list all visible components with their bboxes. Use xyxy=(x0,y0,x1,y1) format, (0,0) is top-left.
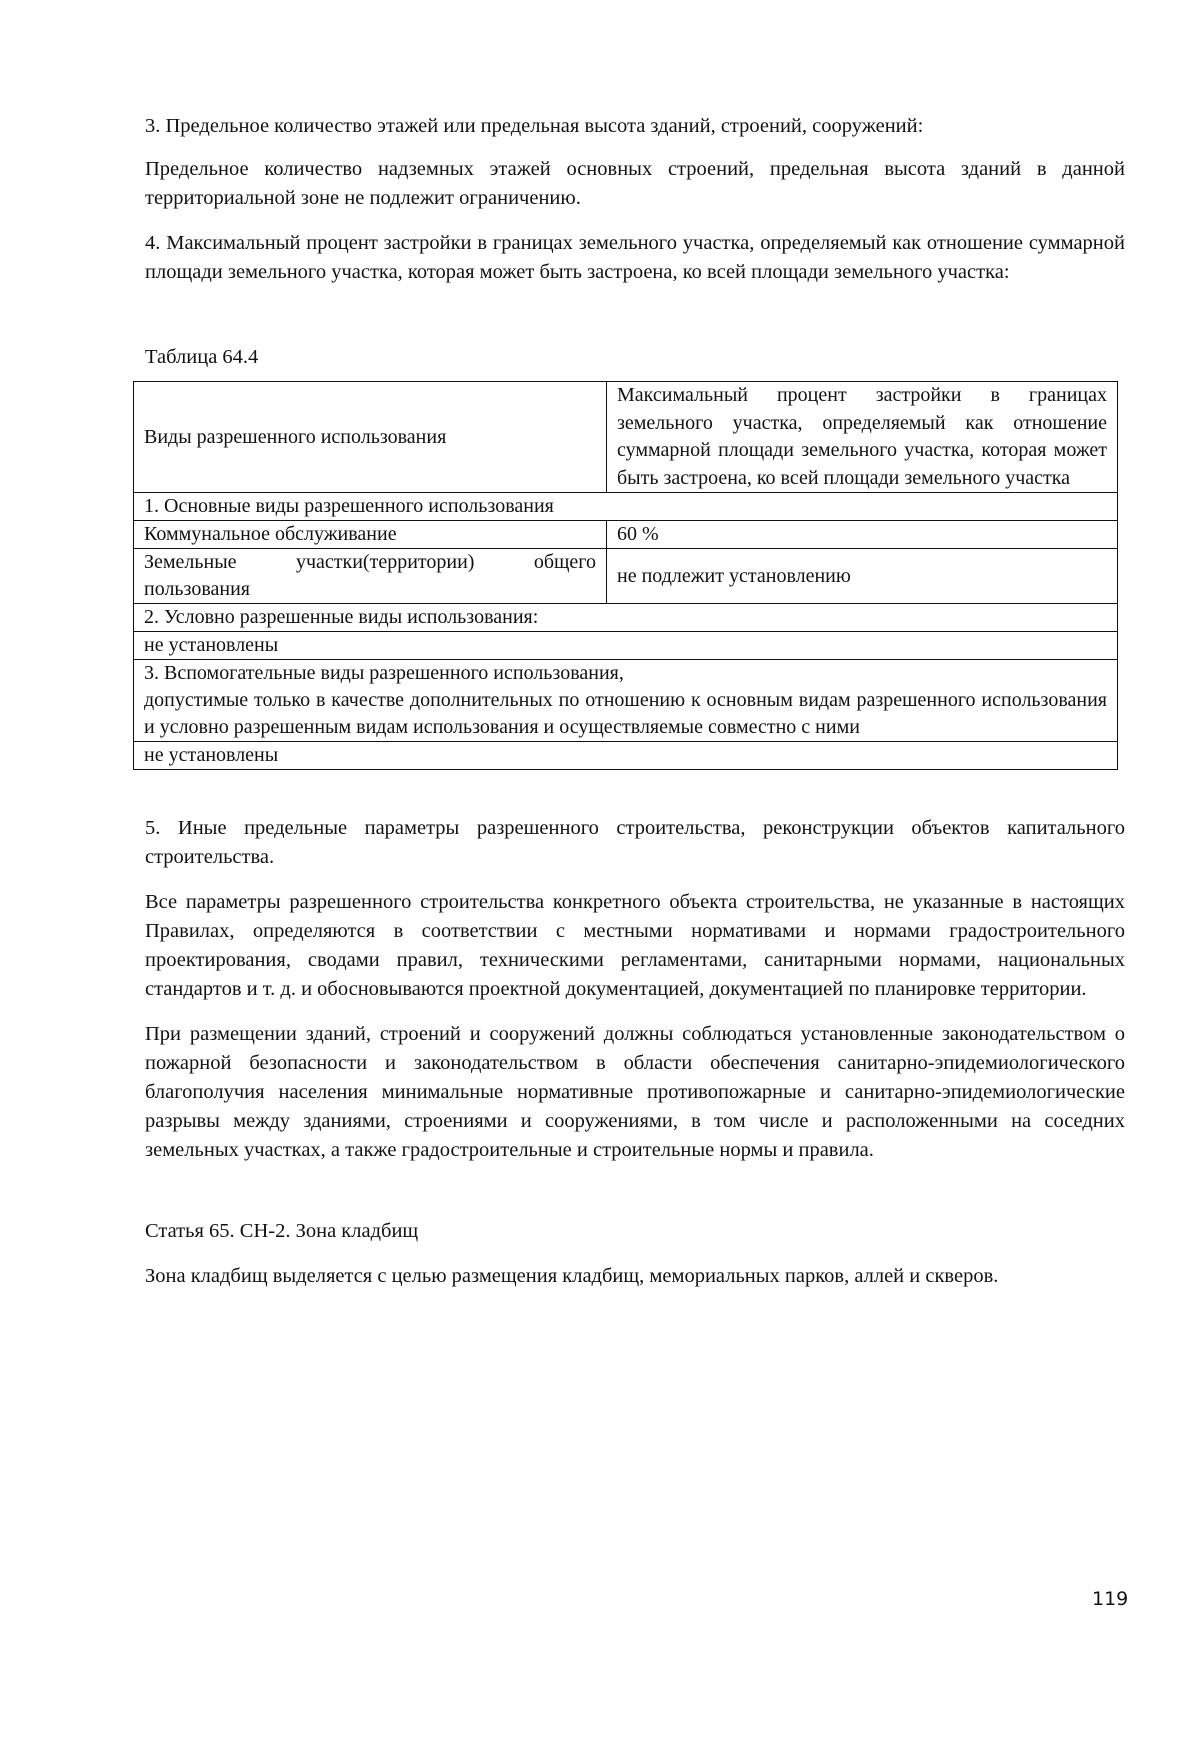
table-header-row xyxy=(134,382,1118,493)
table-row xyxy=(134,521,1118,549)
section3-value: не установлены xyxy=(134,742,1118,770)
article-title: Статья 65. СН-2. Зона кладбищ xyxy=(145,1220,419,1242)
article-paragraph: Зона кладбищ выделяется с целью размещения кладбищ, мемориальных парков, аллей и скверов. xyxy=(145,1265,999,1287)
header-right-cell: Максимальный процент застройки в границах земельного участка, определяемый как отношение суммарной площади земельного участка, которая может быть застроена, ко всей площади земельного участка xyxy=(607,382,1118,493)
max-coverage-table xyxy=(133,381,1118,770)
section3-value-row xyxy=(134,742,1118,770)
section2-title: 2. Условно разрешенные виды использования: xyxy=(134,604,1118,632)
table-caption: Таблица 64.4 xyxy=(145,346,259,368)
section2-value: не установлены xyxy=(134,632,1118,660)
table-row xyxy=(134,549,1118,604)
page-number: 119 xyxy=(1092,1588,1129,1610)
section1-title: 1. Основные виды разрешенного использования xyxy=(134,493,1118,521)
section3-row xyxy=(134,660,1118,742)
section3-text: допустимые только в качестве дополнительных по отношению к основным видам разрешенного использования и условно разрешенным видам использования и осуществляемые совместно с ними xyxy=(144,689,1107,738)
section3-title: 3. Вспомогательные виды разрешенного использования, xyxy=(144,662,624,684)
section1-row xyxy=(134,493,1118,521)
item3-heading: 3. Предельное количество этажей или предельная высота зданий, строений, сооружений: xyxy=(145,115,924,137)
item5-paragraph-1: Все параметры разрешенного строительства конкретного объекта строительства, не указанные в настоящих Правилах, определяются в соответствии с местными нормативами и нормами градостроительного проектирования, сводами правил, техническими регламентами, санитарными нормами, национальных стандартов и т. д. и обосновываются проектной документацией, документацией по планировке территории. xyxy=(145,891,1125,1000)
header-left-cell: Виды разрешенного использования xyxy=(134,382,607,493)
section3-cell xyxy=(134,660,1118,742)
use-cell: Земельные участки(территории) общего пользования xyxy=(134,549,607,604)
section2-row xyxy=(134,604,1118,632)
item5-paragraph-2: При размещении зданий, строений и сооружений должны соблюдаться установленные законодательством о пожарной безопасности и законодательством в области обеспечения санитарно-эпидемиологического благополучия населения минимальные нормативные противопожарные и санитарно-эпидемиологические разрывы между зданиями, строениями и сооружениями, в том числе и расположенными на соседних земельных участках, а также градостроительные и строительные нормы и правила. xyxy=(145,1023,1125,1161)
value-cell: 60 % xyxy=(607,521,1118,549)
use-cell: Коммунальное обслуживание xyxy=(134,521,607,549)
document-page xyxy=(145,112,1125,1307)
section2-value-row xyxy=(134,632,1118,660)
item5-heading: 5. Иные предельные параметры разрешенного строительства, реконструкции объектов капитального строительства. xyxy=(145,817,1125,868)
item4-paragraph: 4. Максимальный процент застройки в границах земельного участка, определяемый как отношение суммарной площади земельного участка, которая может быть застроена, ко всей площади земельного участка: xyxy=(145,232,1125,283)
item3-paragraph: Предельное количество надземных этажей основных строений, предельная высота зданий в данной территориальной зоне не подлежит ограничению. xyxy=(145,158,1125,209)
value-cell: не подлежит установлению xyxy=(607,549,1118,604)
